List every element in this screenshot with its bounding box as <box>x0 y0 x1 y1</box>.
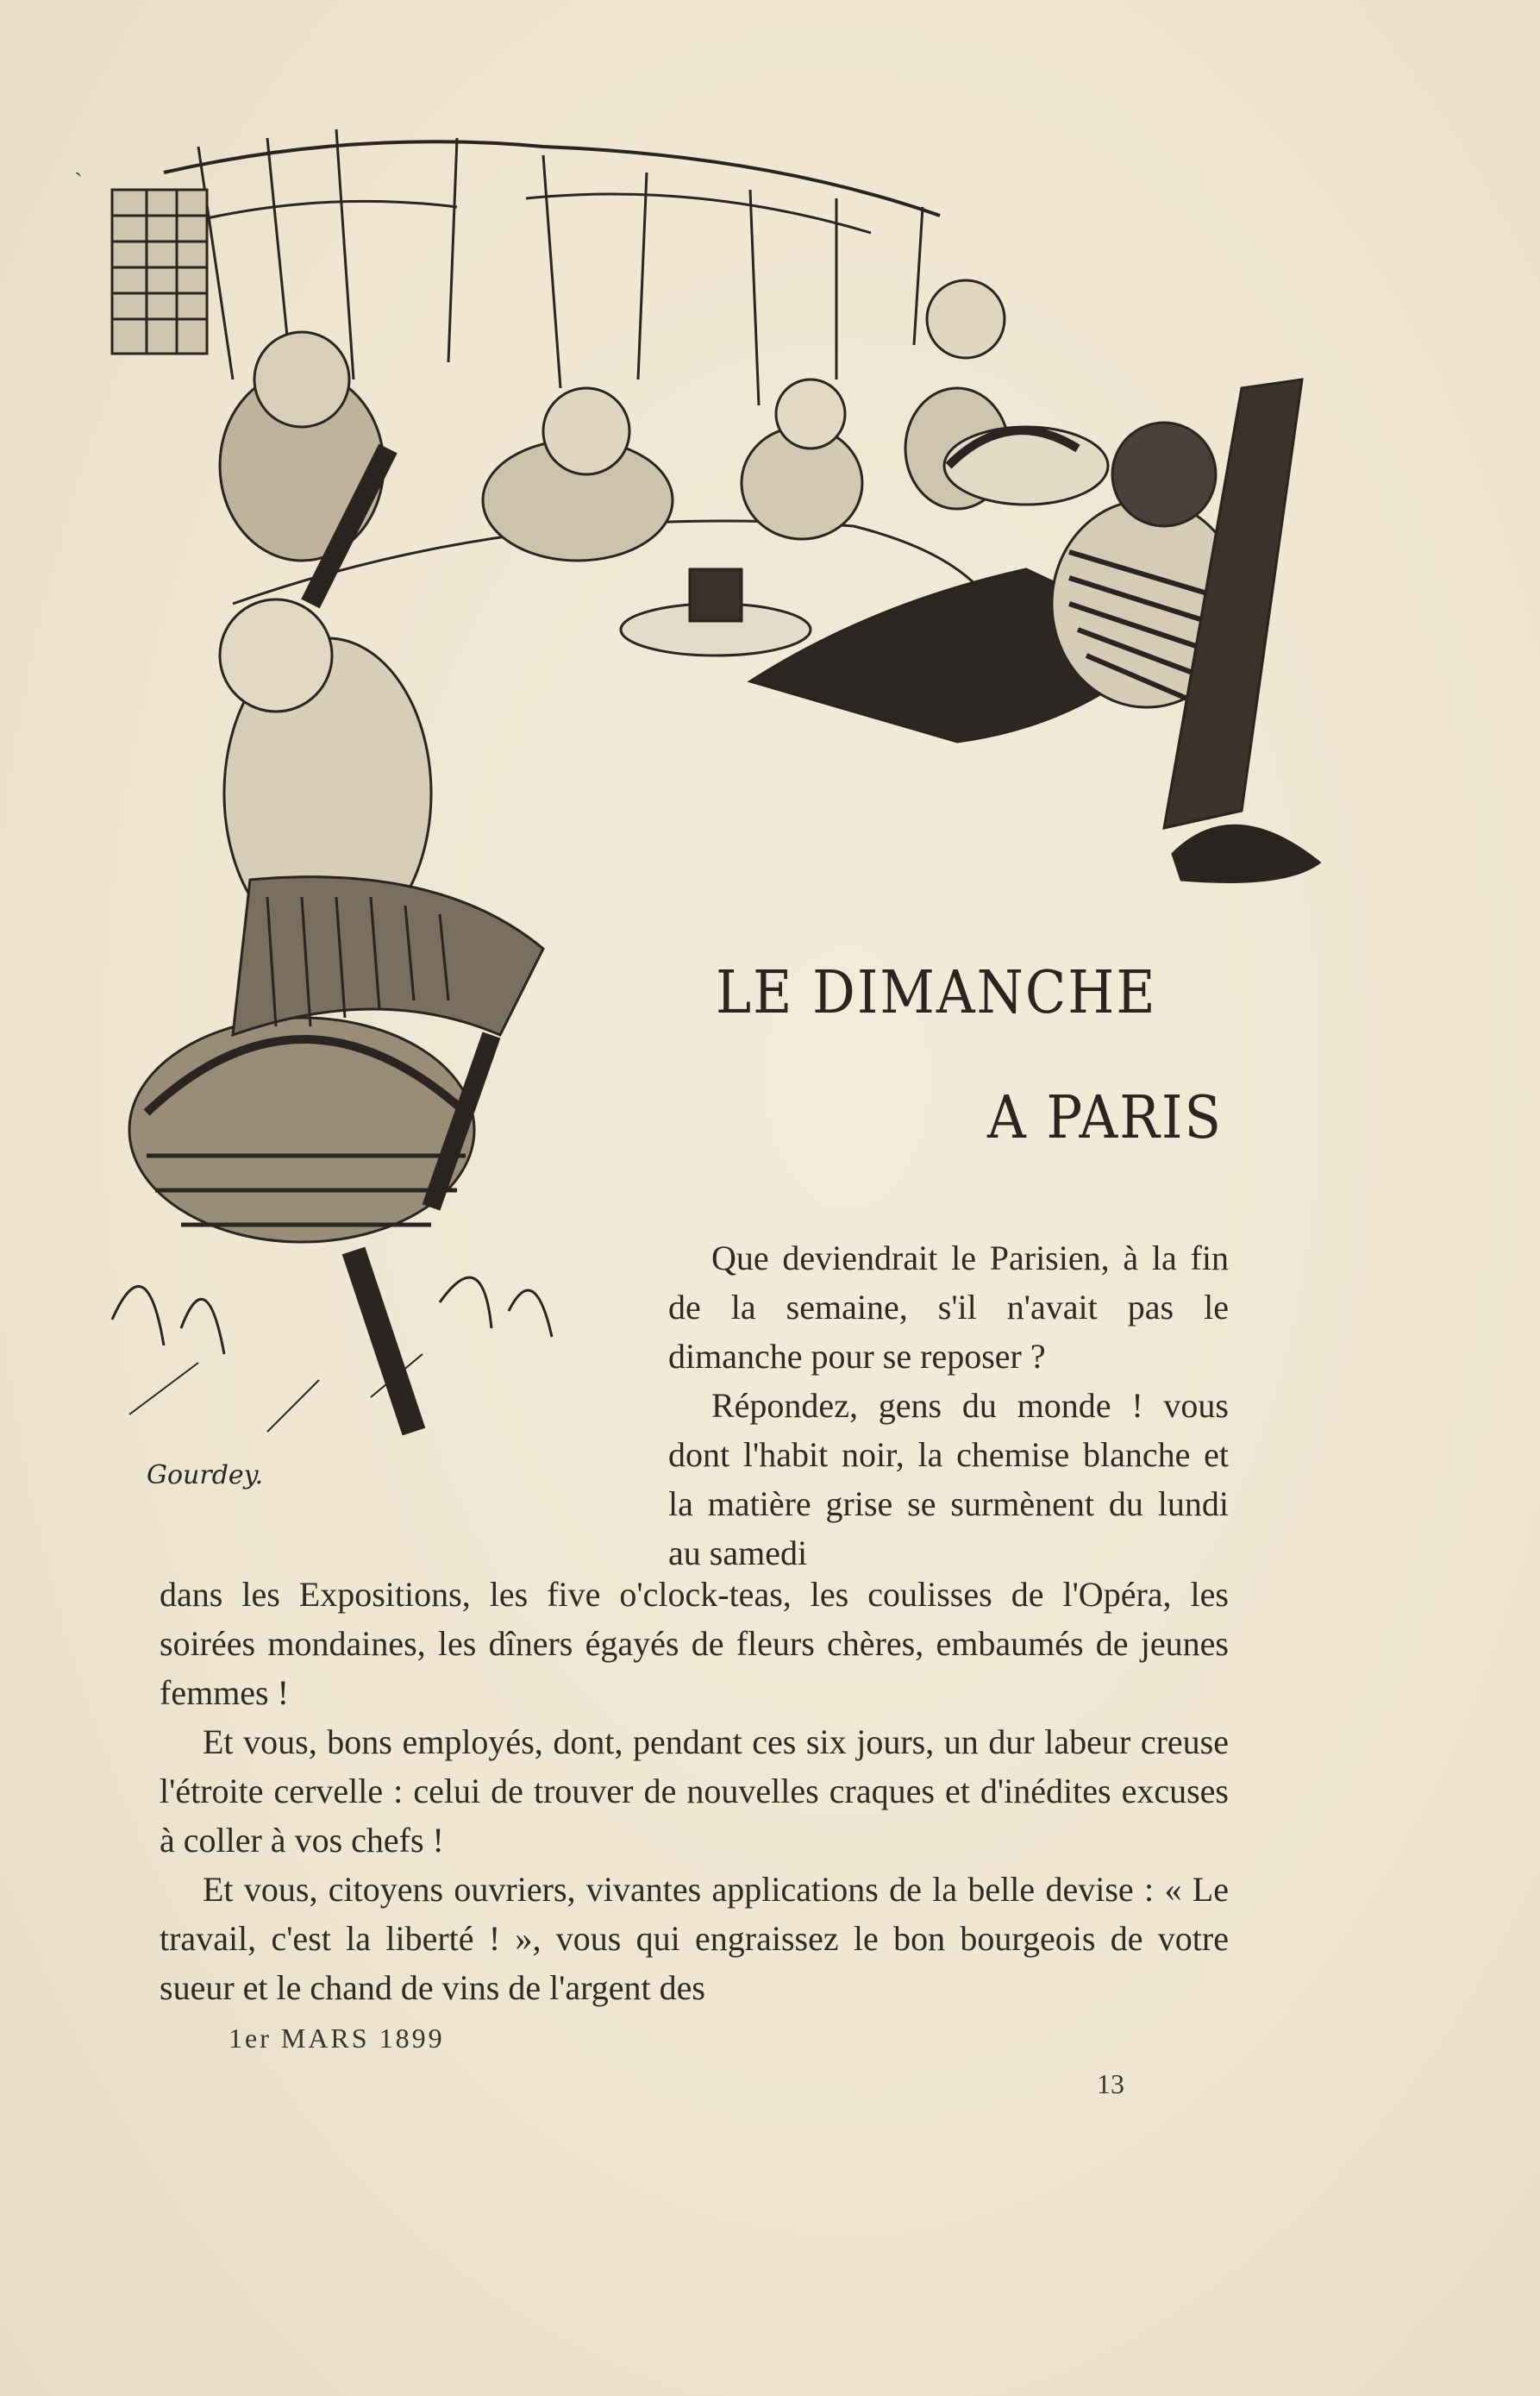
paragraph: Et vous, citoyens ouvriers, vivantes applications de la belle devise : « Le travail, c'est la liberté ! », vous qui engraissez le bon bourgeois de votre sueur et le chand de vins de l'argent des <box>160 1870 1229 2007</box>
footer-date: 1er MARS 1899 <box>228 2023 445 2054</box>
paragraph-continuation: dans les Expositions, les five o'clock-teas, les coulisses de l'Opéra, les soirées mondaines, les dîners égayés de fleurs chères, embaumés de jeunes femmes ! <box>160 1575 1229 1712</box>
artist-signature: Gourdey. <box>147 1460 264 1490</box>
page-number: 13 <box>1097 2068 1124 2099</box>
stray-mark: ˏ <box>74 148 83 177</box>
body-text-wide <box>160 1570 1229 2012</box>
body-text-narrow <box>668 1233 1229 1577</box>
chapter-title-line1: LE DIMANCHE <box>716 957 1157 1027</box>
chapter-title-line2: A PARIS <box>987 1082 1223 1152</box>
paragraph: Que deviendrait le Parisien, à la fin de la semaine, s'il n'avait pas le dimanche pour se reposer ? <box>668 1239 1229 1376</box>
paragraph: Répondez, gens du monde ! vous dont l'habit noir, la chemise blanche et la matière grise se surmènent du lundi au samedi <box>668 1386 1229 1572</box>
paragraph: Et vous, bons employés, dont, pendant ces six jours, un dur labeur creuse l'étroite cervelle : celui de trouver de nouvelles craques et d'inédites excuses à coller à vos chefs ! <box>160 1722 1229 1860</box>
